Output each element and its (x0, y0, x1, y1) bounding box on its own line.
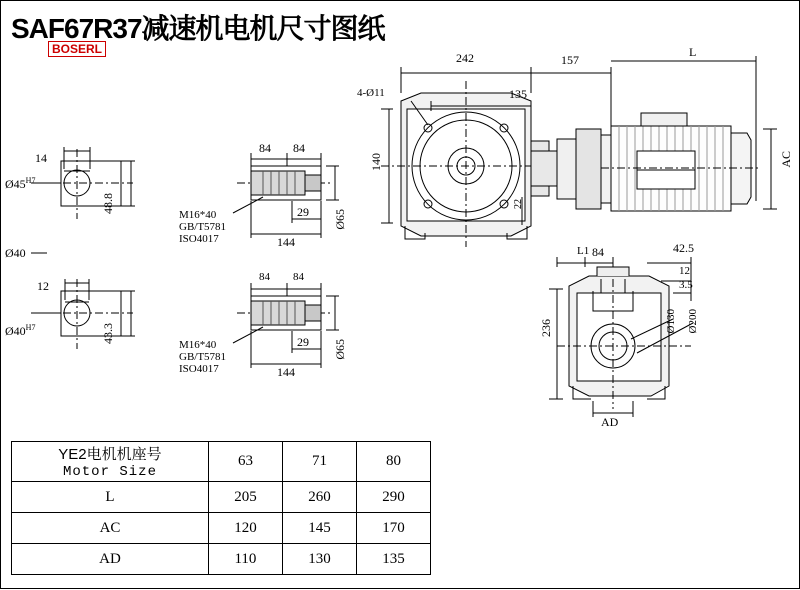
dim-29-a: 29 (297, 205, 309, 219)
table-row (12, 482, 431, 513)
cell: 71 (282, 442, 356, 482)
label-m16-a: M16*40 (179, 209, 217, 221)
dim-144-a: 144 (277, 235, 295, 249)
dim-AD: AD (601, 415, 619, 429)
dim-242: 242 (456, 51, 474, 65)
label-iso-a: ISO4017 (179, 233, 219, 245)
label-iso-b: ISO4017 (179, 363, 219, 375)
dim-84-b: 84 (293, 141, 305, 155)
dim-43-3: 43.3 (101, 323, 115, 344)
dim-84-c: 84 (259, 271, 270, 283)
label-m16-b: M16*40 (179, 339, 217, 351)
brand-logo: BOSERL (48, 41, 106, 57)
dim-3-5: 3.5 (679, 279, 693, 291)
dim-84-a: 84 (259, 141, 271, 155)
row-label-L: L (12, 482, 209, 513)
dim-42-5: 42.5 (673, 241, 694, 255)
dim-AC: AC (779, 151, 793, 168)
cell: 110 (208, 544, 282, 575)
dim-140: 140 (369, 153, 383, 171)
dim-48-8: 48.8 (101, 193, 115, 214)
dim-4-o11: 4-Ø11 (357, 87, 385, 99)
cell: 145 (282, 513, 356, 544)
dim-22: 22 (513, 199, 524, 209)
cell: 170 (356, 513, 430, 544)
dim-o45: $Ø45^{H7}$ (5, 176, 36, 191)
dim-29-b: 29 (297, 335, 309, 349)
dim-157: 157 (561, 53, 579, 67)
cell: 135 (356, 544, 430, 575)
spec-table (11, 441, 431, 575)
cell: 205 (208, 482, 282, 513)
dim-o40: Ø40 (5, 246, 26, 260)
cell: 290 (356, 482, 430, 513)
row-label-AC: AC (12, 513, 209, 544)
dim-84-e: 84 (592, 245, 604, 259)
dim-14: 14 (35, 151, 47, 165)
row-label-AD: AD (12, 544, 209, 575)
page-title: SAF67R37减速机电机尺寸图纸 (11, 13, 385, 44)
dim-o130: Ø130 (665, 309, 677, 334)
table-row (12, 442, 431, 482)
dim-L1: L1 (577, 245, 590, 257)
cell: 120 (208, 513, 282, 544)
dim-135: 135 (509, 87, 527, 101)
cell: 260 (282, 482, 356, 513)
dim-o200: Ø200 (687, 309, 699, 334)
row-label-motor-size: YE2电机机座号 Motor Size (12, 442, 209, 482)
dim-o40h7: $Ø40^{H7}$ (5, 323, 36, 338)
dim-144-b: 144 (277, 365, 295, 379)
dim-o65-a: Ø65 (333, 209, 347, 230)
cell: 130 (282, 544, 356, 575)
cell: 80 (356, 442, 430, 482)
label-gb-b: GB/T5781 (179, 351, 227, 363)
dim-L: L (689, 45, 697, 59)
dim-12-b: 12 (679, 265, 690, 277)
cell: 63 (208, 442, 282, 482)
dim-84-d: 84 (293, 271, 304, 283)
dim-o65-b: Ø65 (333, 339, 347, 360)
table-row (12, 513, 431, 544)
dim-12: 12 (37, 279, 49, 293)
label-gb-a: GB/T5781 (179, 221, 227, 233)
table-row (12, 544, 431, 575)
dim-236: 236 (539, 319, 553, 337)
